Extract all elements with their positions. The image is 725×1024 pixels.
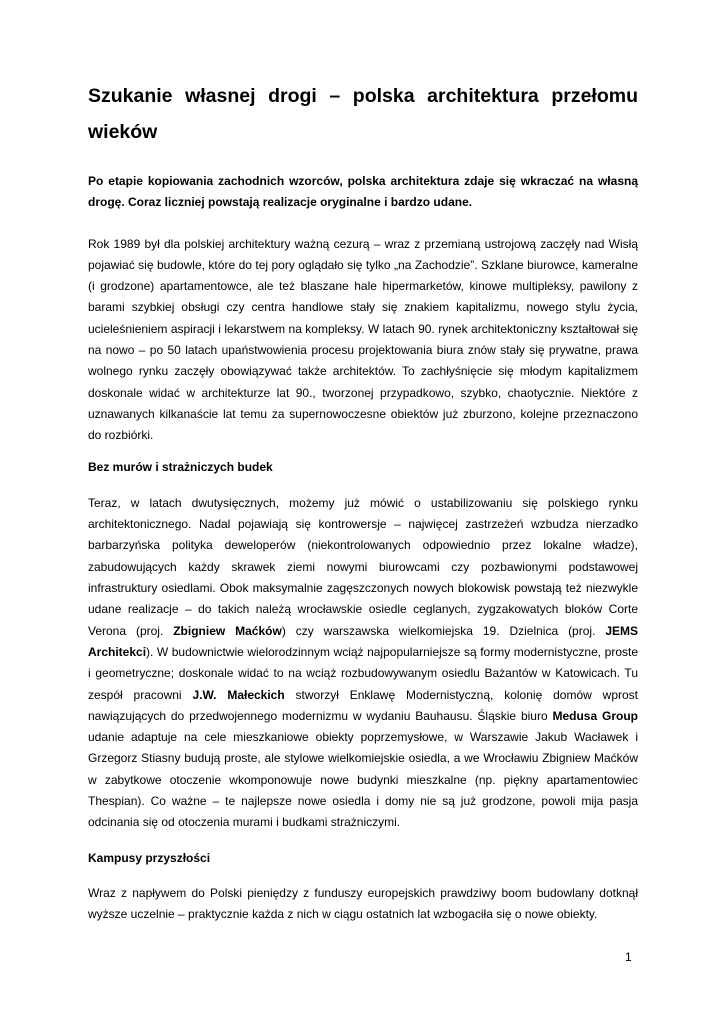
section-heading-walls: Bez murów i strażniczych budek bbox=[88, 459, 273, 474]
text-run: stworzył Enklawę Modernistyczną, kolonię domów wprost nawiązujących do przedwojennego modernizmu w wydaniu Bauhausu. Śląskie biuro bbox=[88, 687, 638, 723]
architect-name: Medusa Group bbox=[552, 708, 638, 723]
paragraph-campuses: Wraz z napływem do Polski pieniędzy z funduszy europejskich prawdziwy boom budowlany dotknął wyższe uczelnie – praktycznie każda z nich w ciągu ostatnich lat wzbogaciła się o nowe obiekty. bbox=[88, 885, 638, 922]
paragraph-intro: Rok 1989 był dla polskiej architektury ważną cezurą – wraz z przemianą ustrojową zaczęły nad Wisłą pojawiać się budowle, które do tej pory oglądało się tylko „na Zachodzie”. Szklane biurowce, kameralne (i grodzone) apartamentowce, ale też blaszane hale hipermarketów, kinowe multipleksy, pawilony z barami szybkiej obsługi czy centra handlowe stały się znakiem kapitalizmu, nowego stylu życia, ucieleśnieniem aspiracji i lekarstwem na kompleksy. W latach 90. rynek architektoniczny kształtował się na nowo – po 50 latach upaństwowienia procesu projektowania biura znów stały się prywatne, prawa wolnego rynku zaczęły obowiązywać także architektów. To zachłyśnięcie się młodym kapitalizmem doskonale widać w architekturze lat 90., tworzonej przypadkowo, szybko, chaotycznie. Niektóre z uznawanych kilkanaście lat temu za supernowoczesne obiektów już zburzono, kolejne przeznaczono do rozbiórki. bbox=[88, 236, 638, 443]
text-run: udanie adaptuje na cele mieszkaniowe obiekty poprzemysłowe, w Warszawie Jakub Wacławek i Grzegorz Stiasny budują proste, ale stylowe wielkomiejskie osiedla, a we Wrocławiu Zbigniew Maćków w zabytkowe otoczenie wkomponowuje nowe budynki mieszkalne (np. piękny apartamentowiec Thespian). Co ważne – te najlepsze nowe osiedla i domy nie są już grodzone, powoli mija pasja odcinania się od otoczenia murami i budkami strażniczymi. bbox=[88, 730, 638, 830]
paragraph-housing bbox=[88, 493, 638, 834]
document-page bbox=[88, 78, 638, 926]
architect-name: J.W. Małeckich bbox=[192, 687, 285, 702]
article-lead: Po etapie kopiowania zachodnich wzorców, polska architektura zdaje się wkraczać na własną drogę. Coraz liczniej powstają realizacje oryginalne i bardzo udane. bbox=[88, 174, 638, 210]
page-number: 1 bbox=[625, 950, 632, 964]
text-run: ). W budownictwie wielorodzinnym wciąż najpopularniejsze są formy modernistyczne, proste i geometryczne; doskonale widać to na wciąż rozbudowywanym osiedlu Bażantów w Katowicach. Tu zespół pracowni bbox=[88, 644, 638, 702]
article-title: Szukanie własnej drogi – polska architektura przełomu wieków bbox=[88, 85, 638, 143]
architect-name: JEMS Architekci bbox=[88, 623, 639, 659]
section-heading-campuses: Kampusy przyszłości bbox=[88, 850, 211, 865]
architect-name: Zbigniew Maćków bbox=[173, 623, 282, 638]
text-run: ) czy warszawska wielkomiejska 19. Dzielnica (proj. bbox=[281, 623, 606, 638]
text-run: Teraz, w latach dwutysięcznych, możemy już mówić o ustabilizowaniu się polskiego rynku architektonicznego. Nadal pojawiają się kontrowersje – najwięcej zastrzeżeń wzbudza nierzadko barbarzyńska polityka deweloperów (niekontrolowanych odpowiednio przez lokalne władze), zabudowujących każdy skrawek ziemi nowymi biurowcami czy pozbawionymi podstawowej infrastruktury osiedlami. Obok maksymalnie zagęszczonych nowych blokowisk powstają też niezwykle udane realizacje – do takich należą wrocławskie osiedle ceglanych, zygzakowatych bloków Corte Verona (proj. bbox=[88, 495, 638, 638]
